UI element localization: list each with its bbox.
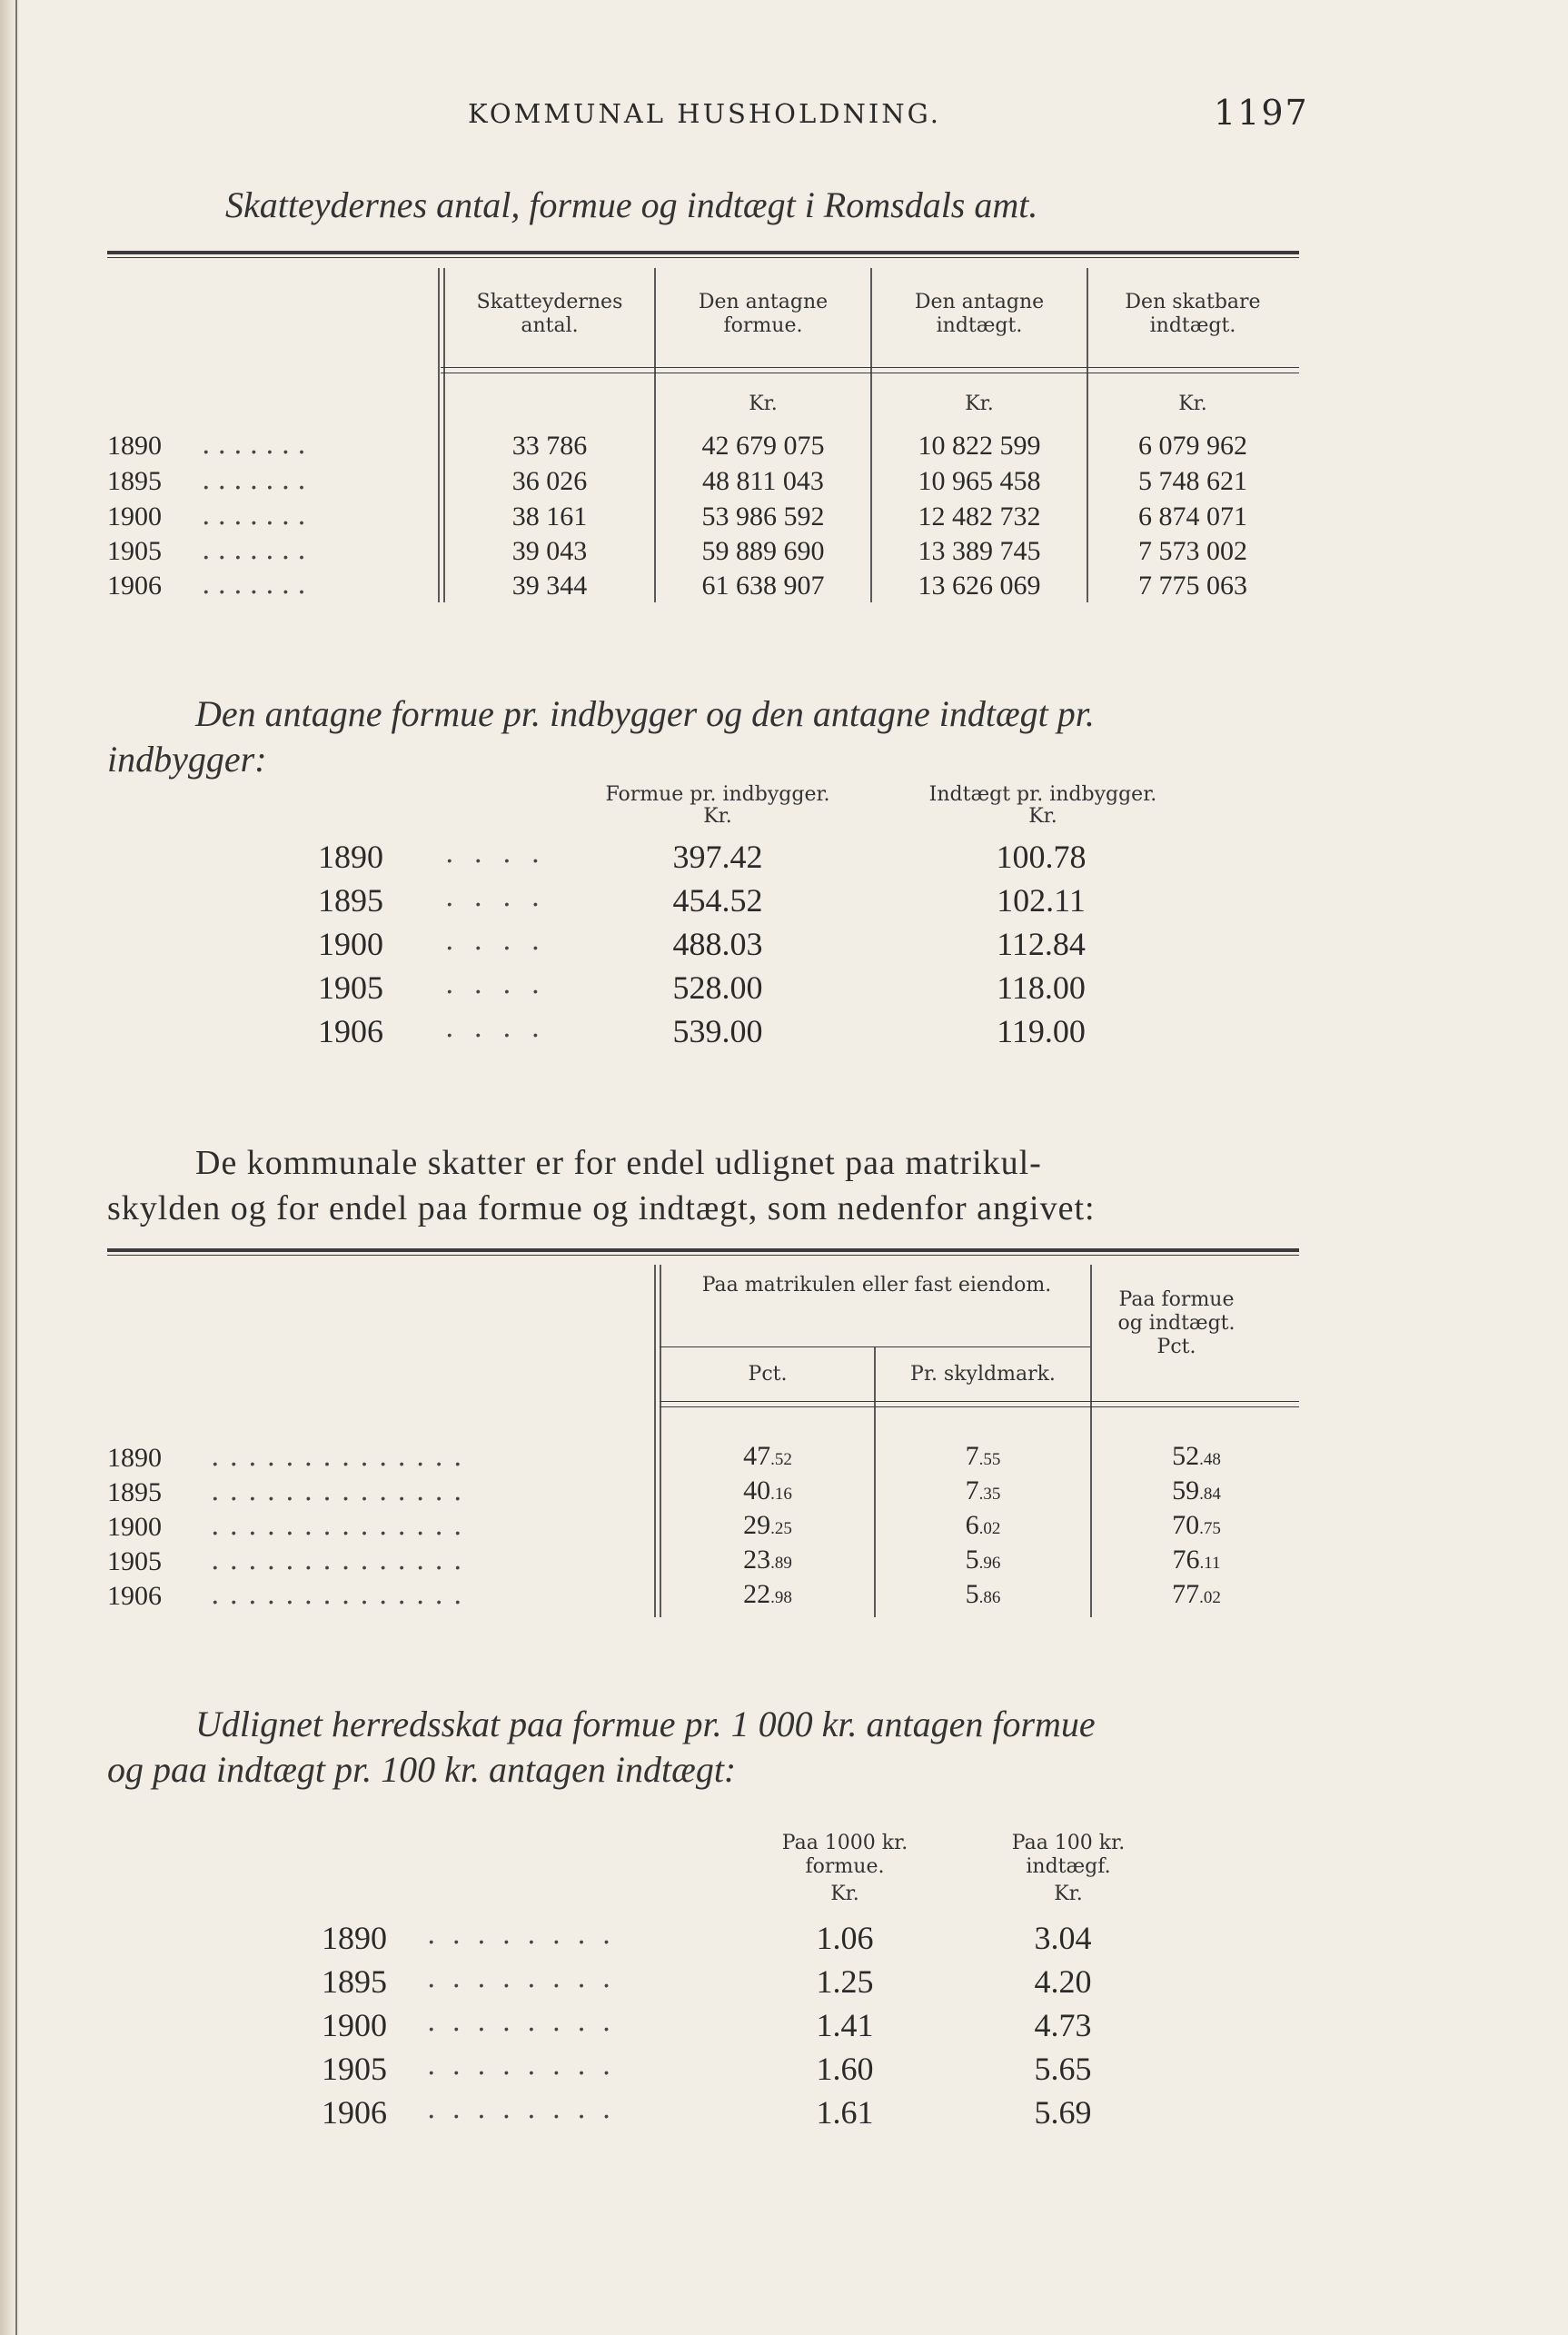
row-year: 1895 bbox=[107, 466, 162, 496]
pct-decimal: .16 bbox=[770, 1485, 792, 1504]
row-year: 1895 bbox=[318, 882, 383, 919]
table1-unit-formue: Kr. bbox=[749, 392, 778, 415]
cell-indtaegt: 119.00 bbox=[997, 1013, 1086, 1049]
table2-unit-formue: Kr. bbox=[703, 805, 732, 828]
paragraph-line2: skylden og for endel paa formue og indtægt, som nedenfor angivet: bbox=[107, 1189, 1096, 1227]
cell-formue: 488.03 bbox=[672, 926, 763, 962]
cell-formue bbox=[1094, 1441, 1299, 1472]
table2-unit-indtaegt: Kr. bbox=[1028, 805, 1057, 828]
pct-decimal: .25 bbox=[770, 1519, 792, 1538]
table3-top-rule-thin bbox=[107, 1255, 1299, 1256]
leader-dots: ........ bbox=[427, 1919, 628, 1951]
cell-indtaegt: 10 965 458 bbox=[918, 466, 1041, 496]
cell-indtaegt: 13 389 745 bbox=[918, 536, 1041, 566]
cell-skatbar: 7 573 002 bbox=[1138, 536, 1247, 566]
formue-decimal: .75 bbox=[1199, 1519, 1221, 1538]
cell-indtaegt: 10 822 599 bbox=[918, 431, 1041, 461]
skyld-integer: 7 bbox=[965, 1476, 979, 1505]
table4-unit-formue: Kr. bbox=[830, 1883, 859, 1905]
pct-decimal: .52 bbox=[770, 1450, 792, 1469]
table1-header-antal: Skatteydernes antal. bbox=[476, 291, 623, 337]
row-year: 1905 bbox=[318, 969, 383, 1006]
cell-skyldmark bbox=[878, 1510, 1088, 1541]
skyld-decimal: .35 bbox=[978, 1485, 1001, 1504]
cell-formue: 61 638 907 bbox=[701, 571, 825, 601]
row-year: 1890 bbox=[322, 1920, 387, 1956]
table4-unit-indtaegt: Kr. bbox=[1054, 1883, 1083, 1905]
table1-unit-indtaegt: Kr. bbox=[965, 392, 994, 415]
table1-top-rule bbox=[107, 251, 1299, 254]
formue-decimal: .48 bbox=[1199, 1450, 1221, 1469]
formue-integer: 76 bbox=[1172, 1545, 1200, 1575]
cell-formue: 539.00 bbox=[672, 1013, 763, 1049]
cell-antal: 36 026 bbox=[511, 466, 588, 496]
row-year: 1895 bbox=[322, 1963, 387, 2000]
cell-skyldmark bbox=[878, 1476, 1088, 1506]
table3-vline-3 bbox=[1090, 1265, 1092, 1617]
row-year: 1900 bbox=[318, 926, 383, 962]
table3-subheader-skyldmark: Pr. skyldmark. bbox=[910, 1363, 1056, 1386]
cell-indtaegt: 5.69 bbox=[1034, 2094, 1092, 2131]
paragraph-line1: De kommunale skatter er for endel udlignet paa matrikul- bbox=[195, 1144, 1042, 1182]
pct-integer: 22 bbox=[743, 1579, 771, 1609]
cell-skyldmark bbox=[878, 1441, 1088, 1472]
skyld-decimal: .96 bbox=[978, 1554, 1001, 1573]
table3-vline-1 bbox=[654, 1265, 656, 1617]
cell-skatbar: 5 748 621 bbox=[1138, 466, 1247, 496]
leader-dots: .... bbox=[445, 838, 561, 869]
cell-formue bbox=[1094, 1545, 1299, 1575]
table3-vline-1b bbox=[660, 1265, 661, 1617]
cell-indtaegt: 5.65 bbox=[1034, 2051, 1092, 2087]
skyld-integer: 5 bbox=[965, 1545, 979, 1575]
cell-skyldmark bbox=[878, 1579, 1088, 1610]
running-head-title: KOMMUNAL HUSHOLDNING. bbox=[468, 98, 942, 129]
table1-vline-1b bbox=[443, 268, 445, 602]
leader-dots: .............. bbox=[211, 1510, 472, 1542]
cell-indtaegt: 3.04 bbox=[1034, 1920, 1092, 1956]
table4-title-line1: Udlignet herredsskat paa formue pr. 1 000 kr. antagen formue bbox=[195, 1704, 1096, 1744]
table3-header-formue: Paa formue og indtægt. Pct. bbox=[1117, 1288, 1236, 1358]
pct-decimal: .98 bbox=[770, 1588, 792, 1607]
cell-formue: 53 986 592 bbox=[701, 502, 825, 532]
cell-indtaegt: 12 482 732 bbox=[918, 502, 1041, 532]
page-number: 1197 bbox=[1214, 93, 1309, 133]
cell-antal: 38 161 bbox=[511, 502, 588, 532]
formue-decimal: .11 bbox=[1199, 1554, 1221, 1573]
leader-dots: .............. bbox=[211, 1441, 472, 1473]
cell-pct bbox=[665, 1476, 870, 1506]
table3-vline-2 bbox=[874, 1346, 876, 1617]
leader-dots: ........ bbox=[427, 1962, 628, 1994]
cell-indtaegt: 118.00 bbox=[997, 969, 1086, 1006]
cell-pct bbox=[665, 1545, 870, 1575]
row-year: 1906 bbox=[322, 2094, 387, 2131]
skyld-integer: 6 bbox=[965, 1510, 979, 1540]
cell-indtaegt: 4.20 bbox=[1034, 1963, 1092, 2000]
cell-indtaegt: 4.73 bbox=[1034, 2007, 1092, 2043]
cell-formue: 528.00 bbox=[672, 969, 763, 1006]
leader-dots: ....... bbox=[202, 569, 313, 601]
cell-pct bbox=[665, 1441, 870, 1472]
table3-group-header: Paa matrikulen eller fast eiendom. bbox=[701, 1274, 1052, 1297]
table1-header-rule bbox=[441, 367, 1299, 368]
table1-unit-skatbar: Kr. bbox=[1178, 392, 1207, 415]
pct-integer: 40 bbox=[743, 1476, 771, 1505]
row-year: 1900 bbox=[322, 2007, 387, 2043]
pct-decimal: .89 bbox=[770, 1554, 792, 1573]
row-year: 1905 bbox=[107, 536, 162, 566]
formue-decimal: .02 bbox=[1199, 1588, 1221, 1607]
pct-integer: 23 bbox=[743, 1545, 771, 1575]
cell-indtaegt: 112.84 bbox=[997, 926, 1086, 962]
row-year: 1890 bbox=[107, 431, 162, 461]
cell-antal: 39 043 bbox=[511, 536, 588, 566]
cell-formue bbox=[1094, 1510, 1299, 1541]
table4-header-indtaegt: Paa 100 kr. indtægf. bbox=[1011, 1832, 1126, 1878]
cell-formue: 1.41 bbox=[816, 2007, 874, 2043]
table1-header-indtaegt: Den antagne indtægt. bbox=[914, 291, 1045, 337]
table3-subheader-pct: Pct. bbox=[748, 1363, 788, 1386]
row-year: 1906 bbox=[107, 1581, 162, 1611]
row-year: 1905 bbox=[322, 2051, 387, 2087]
cell-formue: 1.60 bbox=[816, 2051, 874, 2087]
cell-formue: 1.25 bbox=[816, 1963, 874, 2000]
cell-formue bbox=[1094, 1579, 1299, 1610]
cell-formue: 48 811 043 bbox=[702, 466, 824, 496]
leader-dots: ........ bbox=[427, 2006, 628, 2038]
table1-vline-1 bbox=[438, 268, 440, 602]
leader-dots: .............. bbox=[211, 1476, 472, 1507]
table4-header-formue: Paa 1000 kr. formue. bbox=[781, 1832, 908, 1878]
table3-top-rule bbox=[107, 1248, 1299, 1252]
cell-formue: 397.42 bbox=[672, 839, 763, 875]
cell-skatbar: 6 874 071 bbox=[1138, 502, 1247, 532]
formue-integer: 52 bbox=[1172, 1441, 1200, 1471]
row-year: 1906 bbox=[318, 1013, 383, 1049]
leader-dots: .... bbox=[445, 925, 561, 957]
cell-formue: 1.61 bbox=[816, 2094, 874, 2131]
leader-dots: .... bbox=[445, 969, 561, 1000]
cell-skyldmark bbox=[878, 1545, 1088, 1575]
skyld-decimal: .02 bbox=[978, 1519, 1001, 1538]
formue-integer: 59 bbox=[1172, 1476, 1200, 1505]
cell-antal: 39 344 bbox=[511, 571, 588, 601]
cell-formue: 42 679 075 bbox=[701, 431, 825, 461]
leader-dots: .... bbox=[445, 881, 561, 913]
row-year: 1905 bbox=[107, 1546, 162, 1576]
pct-integer: 47 bbox=[743, 1441, 771, 1471]
table1-title: Skatteydernes antal, formue og indtægt i Romsdals amt. bbox=[225, 184, 1038, 225]
running-head bbox=[0, 93, 1568, 134]
cell-formue: 1.06 bbox=[816, 1920, 874, 1956]
skyld-decimal: .86 bbox=[978, 1588, 1001, 1607]
leader-dots: ........ bbox=[427, 2093, 628, 2125]
row-year: 1890 bbox=[107, 1443, 162, 1473]
table3-header-rule bbox=[660, 1401, 1299, 1402]
cell-pct bbox=[665, 1510, 870, 1541]
table1-top-rule-thin bbox=[107, 257, 1299, 258]
table1-vline-2 bbox=[654, 268, 656, 602]
table3-group-rule bbox=[660, 1346, 1090, 1347]
leader-dots: ....... bbox=[202, 500, 313, 532]
row-year: 1906 bbox=[107, 571, 162, 601]
table1-header-formue: Den antagne formue. bbox=[698, 291, 829, 337]
table2-title-line2: indbygger: bbox=[107, 739, 267, 780]
leader-dots: ........ bbox=[427, 2050, 628, 2082]
leader-dots: .............. bbox=[211, 1545, 472, 1576]
table2-title-line1: Den antagne formue pr. indbygger og den antagne indtægt pr. bbox=[195, 693, 1095, 734]
leader-dots: .... bbox=[445, 1012, 561, 1044]
row-year: 1900 bbox=[107, 1512, 162, 1542]
row-year: 1900 bbox=[107, 502, 162, 532]
pct-integer: 29 bbox=[743, 1510, 771, 1540]
formue-integer: 77 bbox=[1172, 1579, 1200, 1609]
table1-vline-3 bbox=[870, 268, 872, 602]
cell-formue: 454.52 bbox=[672, 882, 763, 919]
binding-line bbox=[15, 0, 17, 2335]
table2-header-indtaegt: Indtægt pr. indbygger. bbox=[928, 783, 1157, 806]
leader-dots: .............. bbox=[211, 1579, 472, 1611]
cell-indtaegt: 102.11 bbox=[997, 882, 1086, 919]
row-year: 1895 bbox=[107, 1477, 162, 1507]
cell-antal: 33 786 bbox=[511, 431, 588, 461]
cell-skatbar: 6 079 962 bbox=[1138, 431, 1247, 461]
cell-pct bbox=[665, 1579, 870, 1610]
leader-dots: ....... bbox=[202, 534, 313, 566]
cell-formue bbox=[1094, 1476, 1299, 1506]
skyld-integer: 5 bbox=[965, 1579, 979, 1609]
formue-integer: 70 bbox=[1172, 1510, 1200, 1540]
table2-header-formue: Formue pr. indbygger. bbox=[605, 783, 830, 806]
cell-indtaegt: 13 626 069 bbox=[918, 571, 1041, 601]
skyld-integer: 7 bbox=[965, 1441, 979, 1471]
skyld-decimal: .55 bbox=[978, 1450, 1001, 1469]
cell-indtaegt: 100.78 bbox=[996, 839, 1087, 875]
leader-dots: ....... bbox=[202, 464, 313, 496]
table1-header-skatbar: Den skatbare indtægt. bbox=[1125, 291, 1261, 337]
table1-vline-4 bbox=[1087, 268, 1088, 602]
cell-skatbar: 7 775 063 bbox=[1138, 571, 1247, 601]
formue-decimal: .84 bbox=[1199, 1485, 1221, 1504]
leader-dots: ....... bbox=[202, 429, 313, 461]
table3-header-rule-2 bbox=[660, 1406, 1299, 1407]
row-year: 1890 bbox=[318, 839, 383, 875]
cell-formue: 59 889 690 bbox=[701, 536, 825, 566]
table4-title-line2: og paa indtægt pr. 100 kr. antagen indtægt: bbox=[107, 1749, 737, 1790]
